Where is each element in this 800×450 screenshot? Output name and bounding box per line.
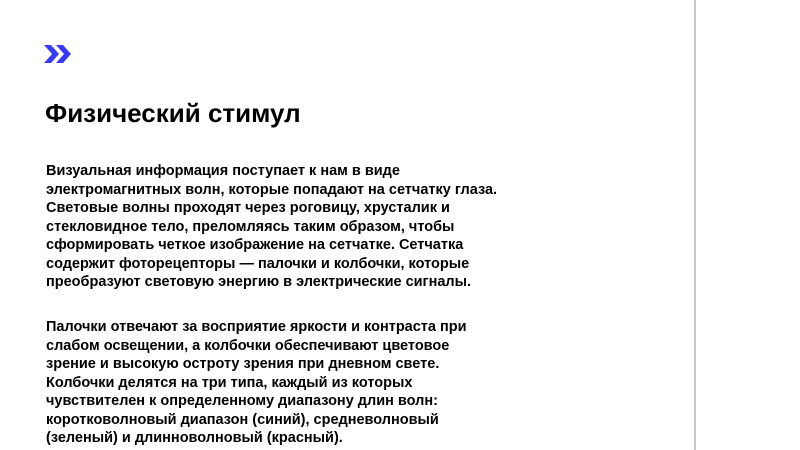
paragraph-line: чувствителен к определенному диапазону длин волн:: [46, 393, 438, 409]
paragraph-line: (зеленый) и длинноволновый (красный).: [46, 430, 343, 446]
right-margin-panel: [696, 0, 800, 450]
paragraph-line: зрение и высокую остроту зрения при дневном свете.: [46, 356, 440, 372]
paragraph-line: Световые волны проходят через роговицу, хрусталик и: [46, 200, 450, 216]
paragraph-line: преобразуют световую энергию в электрические сигналы.: [46, 274, 472, 290]
paragraph-line: сформировать четкое изображение на сетчатке. Сетчатка: [46, 237, 464, 253]
paragraph-rods-cones: [46, 318, 606, 448]
paragraph-physical-stimulus: [46, 162, 606, 292]
paragraph-line: содержит фоторецепторы — палочки и колбочки, которые: [46, 255, 470, 272]
paragraph-line: стекловидное тело, преломляясь таким образом, чтобы: [46, 218, 455, 235]
paragraph-line: Колбочки делятся на три типа, каждый из которых: [46, 374, 413, 391]
paragraph-line: Визуальная информация поступает к нам в виде: [46, 163, 400, 179]
paragraph-line: слабом освещении, а колбочки обеспечивают цветовое: [46, 337, 450, 354]
paragraph-line: коротковолновый диапазон (синий), средневолновый: [46, 411, 439, 428]
double-chevron-right-icon: [44, 45, 74, 63]
paragraph-line: Палочки отвечают за восприятие яркости и контраста при: [46, 319, 467, 335]
slide-title: Физический стимул: [45, 98, 301, 128]
paragraph-line: электромагнитных волн, которые попадают на сетчатку глаза.: [46, 181, 498, 198]
